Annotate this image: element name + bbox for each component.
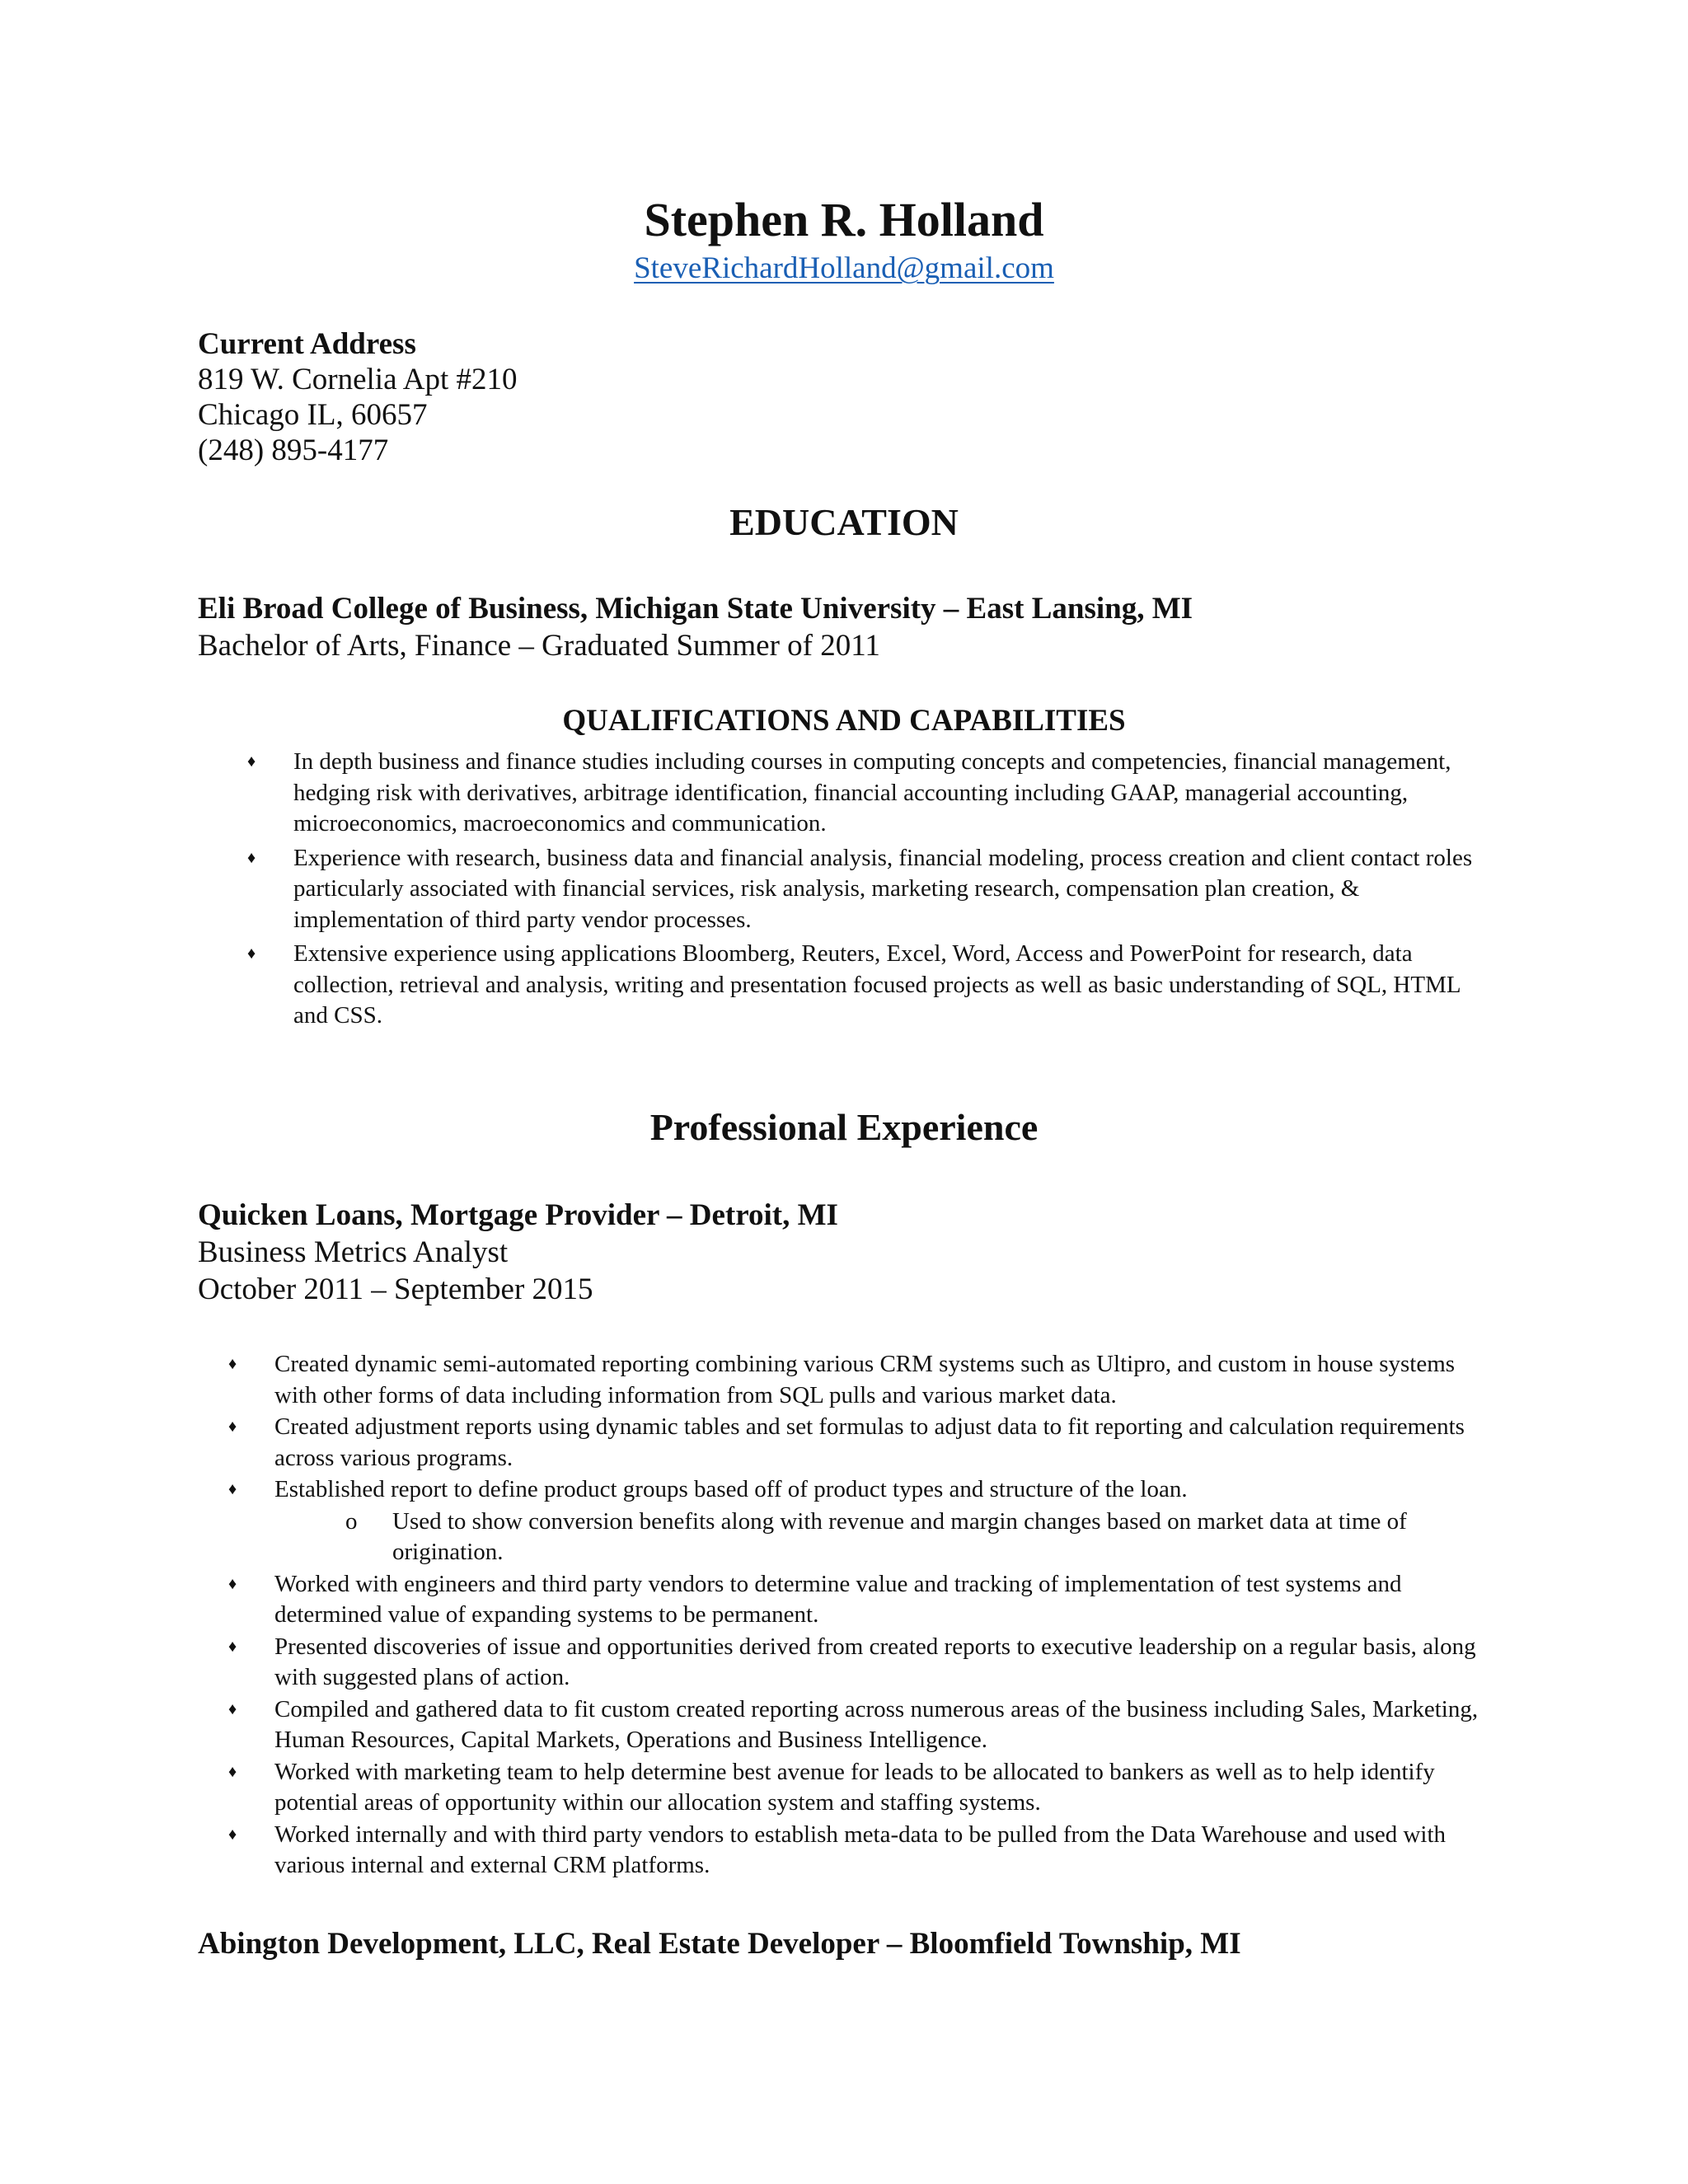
duty-item: ♦ Compiled and gathered data to fit custom created reporting across numerous areas of the business including Sales, Marketing, Human Resources, Capital Markets, Operations and Business Intelligence. [228, 1695, 1479, 1753]
address-label: Current Address [198, 327, 416, 361]
circle-bullet-icon: o [345, 1507, 358, 1535]
diamond-bullet-icon: ♦ [228, 1699, 237, 1718]
education-degree: Bachelor of Arts, Finance – Graduated Summer of 2011 [198, 629, 880, 663]
professional-heading: Professional Experience [649, 1106, 1039, 1148]
qualification-item: ♦ Experience with research, business data and financial analysis, financial modeling, process creation and client contact roles particularly associated with financial services, risk analysis, marketing research, compensation plan creation, & implementation of third party vendor processes. [247, 844, 1473, 933]
duty-item: ♦ Worked internally and with third party vendors to establish meta-data to be pulled from the Data Warehouse and used with various internal and external CRM platforms. [228, 1821, 1447, 1878]
address-block [198, 326, 517, 468]
job-org: Abington Development, LLC, Real Estate Developer – Bloomfield Township, MI [198, 1927, 1241, 1961]
qualifications-list [247, 747, 1480, 1035]
diamond-bullet-icon: ♦ [247, 752, 256, 771]
diamond-bullet-icon: ♦ [228, 1574, 237, 1593]
diamond-bullet-icon: ♦ [247, 848, 256, 867]
duty-item: ♦ Created adjustment reports using dynamic tables and set formulas to adjust data to fit reporting and calculation requirements across various programs. [228, 1413, 1465, 1471]
address-phone: (248) 895-4177 [198, 434, 389, 467]
duty-item: ♦ Established report to define product groups based off of product types and structure of the loan. [274, 1474, 1486, 1506]
education-heading: EDUCATION [729, 501, 959, 543]
education-school: Eli Broad College of Business, Michigan State University – East Lansing, MI [198, 592, 1193, 626]
duty-item: ♦ Created dynamic semi-automated reporting combining various CRM systems such as Ultipro, and custom in house systems with other forms of data including information from SQL pulls and various market data. [228, 1351, 1456, 1408]
duty-sub-item: o Used to show conversion benefits along with revenue and margin changes based on market data at time of origination. [345, 1507, 1407, 1565]
diamond-bullet-icon: ♦ [228, 1355, 237, 1373]
email-line [0, 251, 1688, 287]
job-org: Quicken Loans, Mortgage Provider – Detroit, MI [198, 1198, 838, 1232]
duty-item: ♦ Worked with marketing team to help determine best avenue for leads to be allocated to bankers as well as to help identify potential areas of opportunity within our allocation system and staffing systems. [228, 1758, 1435, 1816]
job-dates: October 2011 – September 2015 [198, 1272, 593, 1306]
diamond-bullet-icon: ♦ [228, 1480, 237, 1498]
duty-item: ♦ Worked with engineers and third party vendors to determine value and tracking of implementation of test systems and determined value of expanding systems to be permanent. [228, 1570, 1402, 1628]
candidate-name: Stephen R. Holland [644, 193, 1044, 246]
qualification-item: ♦ Extensive experience using applications Bloomberg, Reuters, Excel, Word, Access and PowerPoint for research, data collection, retrieval and analysis, writing and presentation focused projects as well as basic understanding of SQL, HTML and CSS. [247, 940, 1461, 1029]
diamond-bullet-icon: ♦ [228, 1637, 237, 1656]
qualification-item: ♦ In depth business and finance studies including courses in computing concepts and competencies, financial management, hedging risk with derivatives, arbitrage identification, financial accounting including GAAP, managerial accounting, microeconomics, macroeconomics and communication. [247, 748, 1451, 837]
qualifications-heading: QUALIFICATIONS AND CAPABILITIES [562, 704, 1126, 738]
address-street: 819 W. Cornelia Apt #210 [198, 363, 518, 396]
diamond-bullet-icon: ♦ [228, 1825, 237, 1844]
diamond-bullet-icon: ♦ [247, 944, 256, 963]
email-link[interactable]: SteveRichardHolland@gmail.com [634, 251, 1054, 285]
address-city: Chicago IL, 60657 [198, 398, 428, 432]
diamond-bullet-icon: ♦ [228, 1418, 237, 1436]
diamond-bullet-icon: ♦ [228, 1762, 237, 1781]
job-duties-list [228, 1349, 1486, 1882]
duty-item: ♦ Presented discoveries of issue and opportunities derived from created reports to executive leadership on a regular basis, along with suggested plans of action. [228, 1633, 1476, 1690]
job-title: Business Metrics Analyst [198, 1235, 509, 1269]
